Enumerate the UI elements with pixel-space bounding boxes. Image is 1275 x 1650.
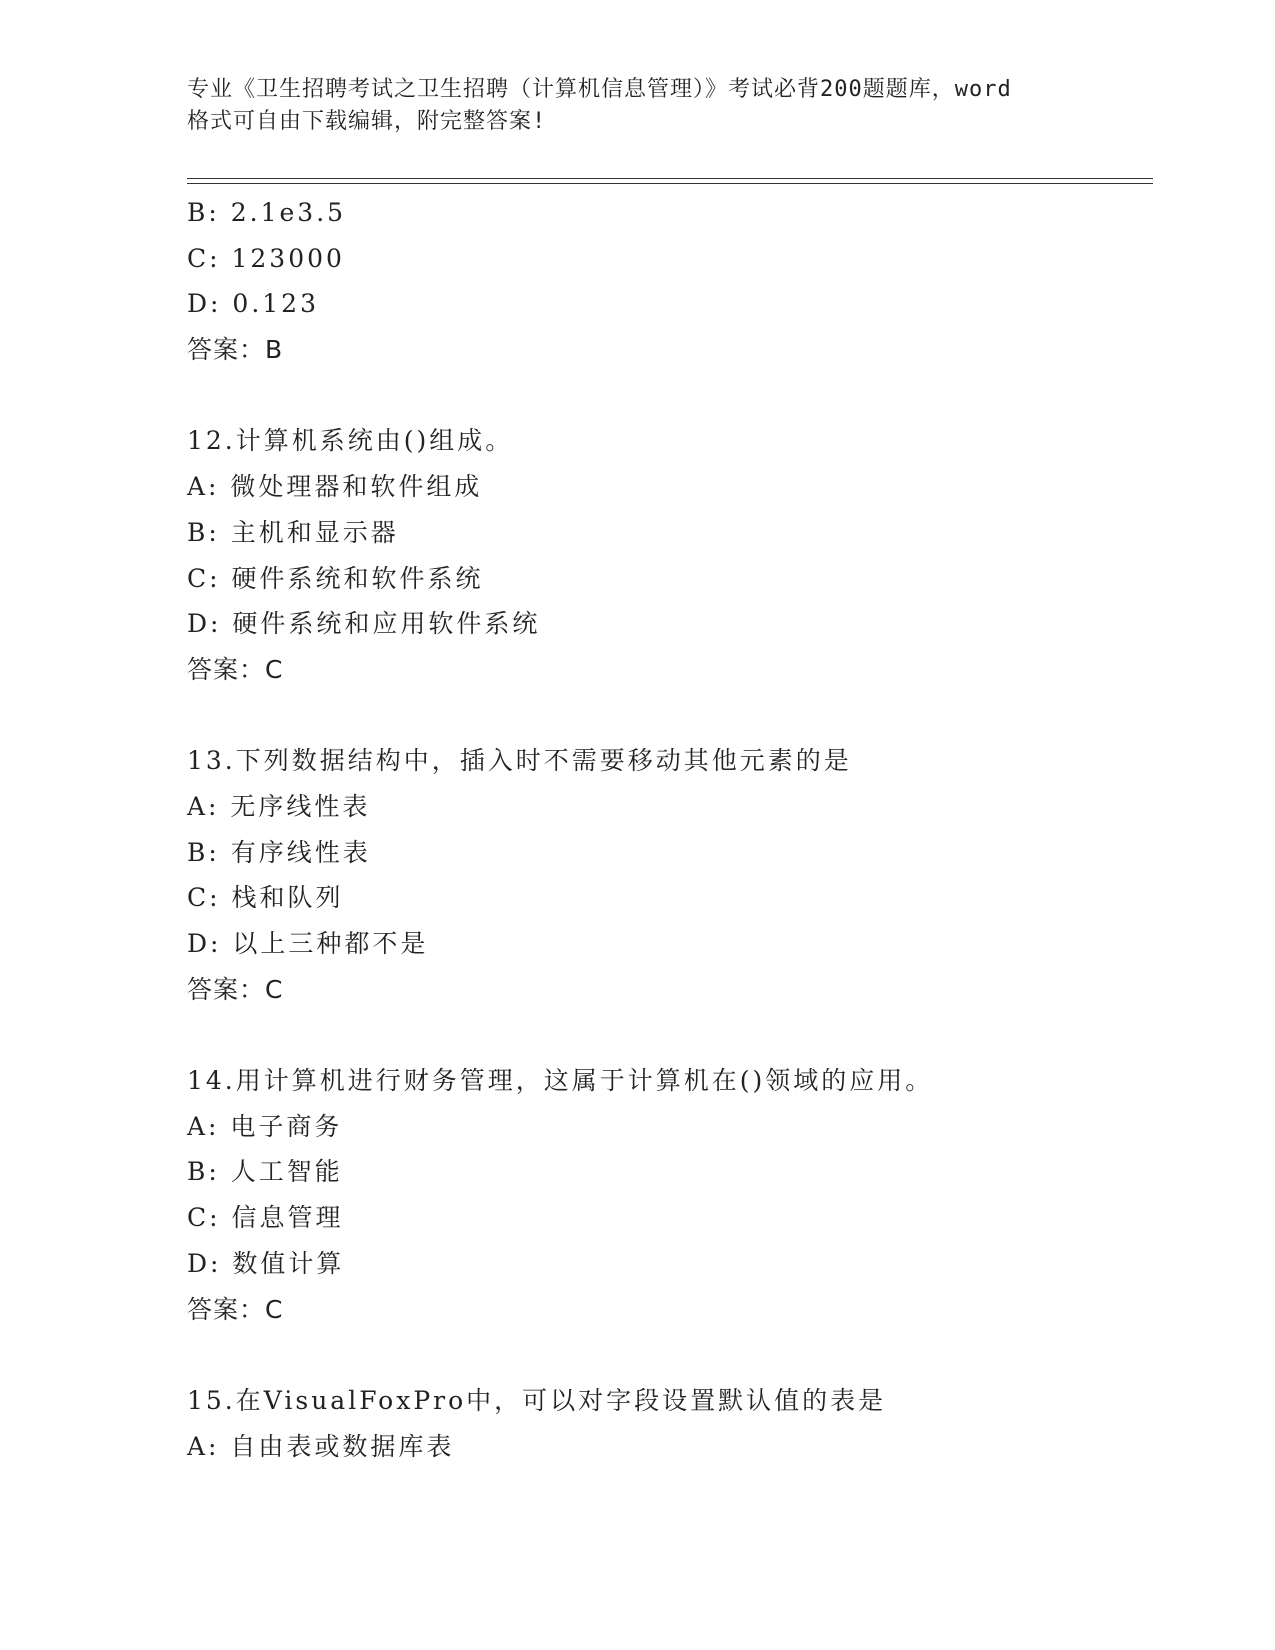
option-d: D: 0.123 <box>187 289 319 319</box>
question-block-15 <box>187 1378 1153 1469</box>
question-block-11 <box>187 190 1153 373</box>
header-divider-top <box>187 178 1153 179</box>
answer-line: 答案：C <box>187 1294 284 1324</box>
question-text: 12.计算机系统由()组成。 <box>187 426 514 456</box>
header-line-1: 专业《卫生招聘考试之卫生招聘（计算机信息管理）》考试必背200题题库，word <box>187 77 1012 102</box>
question-text: 13.下列数据结构中，插入时不需要移动其他元素的是 <box>187 746 852 776</box>
document-header <box>187 74 1087 138</box>
option-a: A: 微处理器和软件组成 <box>187 472 483 502</box>
option-a: A: 自由表或数据库表 <box>187 1431 455 1461</box>
option-d: D: 硬件系统和应用软件系统 <box>187 609 541 639</box>
option-c: C: 栈和队列 <box>187 883 344 913</box>
option-b: B: 有序线性表 <box>187 837 371 867</box>
option-b: B: 2.1e3.5 <box>187 198 347 227</box>
header-line-2: 格式可自由下载编辑，附完整答案! <box>187 109 547 134</box>
option-c: C: 信息管理 <box>187 1203 344 1233</box>
option-d: D: 以上三种都不是 <box>187 929 429 958</box>
answer-line: 答案：C <box>187 654 284 684</box>
spacer <box>187 373 1153 419</box>
option-c: C: 123000 <box>187 243 345 273</box>
question-block-14 <box>187 1058 1153 1332</box>
spacer <box>187 1332 1153 1378</box>
question-block-12 <box>187 418 1153 692</box>
question-list <box>187 190 1153 1469</box>
option-b: B: 主机和显示器 <box>187 517 399 547</box>
option-a: A: 无序线性表 <box>187 791 371 821</box>
option-b: B: 人工智能 <box>187 1157 343 1187</box>
option-c: C: 硬件系统和软件系统 <box>187 563 484 593</box>
option-a: A: 电子商务 <box>187 1111 343 1141</box>
answer-line: 答案：C <box>187 974 284 1004</box>
question-text: 14.用计算机进行财务管理，这属于计算机在()领域的应用。 <box>187 1066 934 1096</box>
spacer <box>187 1012 1153 1058</box>
question-text: 15.在VisualFoxPro中，可以对字段设置默认值的表是 <box>187 1385 887 1415</box>
option-d: D: 数值计算 <box>187 1248 345 1278</box>
spacer <box>187 693 1153 739</box>
answer-line: 答案：B <box>187 335 284 365</box>
question-block-13 <box>187 738 1153 1012</box>
header-divider-bottom <box>187 183 1153 184</box>
